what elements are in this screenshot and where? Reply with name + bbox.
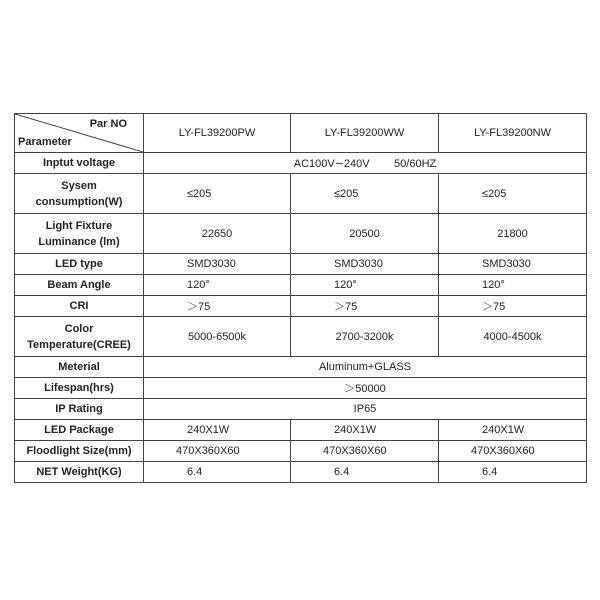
color-temperature-value: 5000-6500k (144, 317, 291, 357)
row-label-line: consumption(W) (35, 195, 123, 208)
led-type-value: SMD3030 (439, 254, 587, 275)
led-package-value: 240X1W (291, 420, 439, 441)
row-label-line: Light Fixture (45, 219, 113, 232)
row-label (15, 317, 144, 357)
row-luminance (15, 214, 587, 254)
row-label: Beam Angle (15, 275, 144, 296)
row-label-line: Sysem (61, 179, 97, 192)
row-label-line: Color (64, 322, 94, 335)
row-ip-rating (15, 399, 587, 420)
floodlight-size-value: 470X360X60 (439, 441, 587, 462)
row-label: Meterial (15, 357, 144, 378)
row-label (15, 174, 144, 214)
row-label (15, 214, 144, 254)
floodlight-size-value: 470X360X60 (291, 441, 439, 462)
net-weight-value: 6.4 (291, 462, 439, 483)
lifespan-value: ＞50000 (144, 378, 587, 399)
row-cri (15, 296, 587, 317)
cri-value: ＞75 (439, 296, 587, 317)
net-weight-value: 6.4 (439, 462, 587, 483)
consumption-value: ≤205 (291, 174, 439, 214)
row-net-weight (15, 462, 587, 483)
model-header: LY-FL39200WW (291, 114, 439, 153)
row-label: CRI (15, 296, 144, 317)
row-material (15, 357, 587, 378)
row-label: Lifespan(hrs) (15, 378, 144, 399)
spec-table (14, 113, 587, 483)
net-weight-value: 6.4 (144, 462, 291, 483)
luminance-value: 20500 (291, 214, 439, 254)
model-header: LY-FL39200NW (439, 114, 587, 153)
cri-value: ＞75 (291, 296, 439, 317)
row-label-line: Temperature(CREE) (27, 338, 131, 351)
row-label: NET Weight(KG) (15, 462, 144, 483)
header-diagonal-cell (15, 114, 144, 153)
row-label: Inptut voltage (15, 153, 144, 174)
consumption-value: ≤205 (439, 174, 587, 214)
led-package-value: 240X1W (144, 420, 291, 441)
luminance-value: 22650 (144, 214, 291, 254)
luminance-value: 21800 (439, 214, 587, 254)
led-type-value: SMD3030 (144, 254, 291, 275)
header-parameter: Parameter (18, 136, 72, 148)
color-temperature-value: 4000-4500k (439, 317, 587, 357)
row-label-line: Luminance (lm) (38, 235, 120, 248)
led-package-value: 240X1W (439, 420, 587, 441)
consumption-value: ≤205 (144, 174, 291, 214)
row-input-voltage (15, 153, 587, 174)
row-label: Floodlight Size(mm) (15, 441, 144, 462)
row-floodlight-size (15, 441, 587, 462)
row-led-package (15, 420, 587, 441)
beam-angle-value: 120° (439, 275, 587, 296)
row-lifespan (15, 378, 587, 399)
row-label: IP Rating (15, 399, 144, 420)
row-led-type (15, 254, 587, 275)
row-label: LED Package (15, 420, 144, 441)
header-par-no: Par NO (89, 118, 127, 130)
beam-angle-value: 120° (144, 275, 291, 296)
header-row (15, 114, 587, 153)
row-beam-angle (15, 275, 587, 296)
input-voltage-value: AC100V∼240V 50/60HZ (144, 153, 587, 174)
row-label: LED type (15, 254, 144, 275)
led-type-value: SMD3030 (291, 254, 439, 275)
beam-angle-value: 120° (291, 275, 439, 296)
material-value: Aluminum+GLASS (144, 357, 587, 378)
row-system-consumption (15, 174, 587, 214)
color-temperature-value: 2700-3200k (291, 317, 439, 357)
ip-rating-value: IP65 (144, 399, 587, 420)
model-header: LY-FL39200PW (144, 114, 291, 153)
floodlight-size-value: 470X360X60 (144, 441, 291, 462)
cri-value: ＞75 (144, 296, 291, 317)
row-color-temperature (15, 317, 587, 357)
